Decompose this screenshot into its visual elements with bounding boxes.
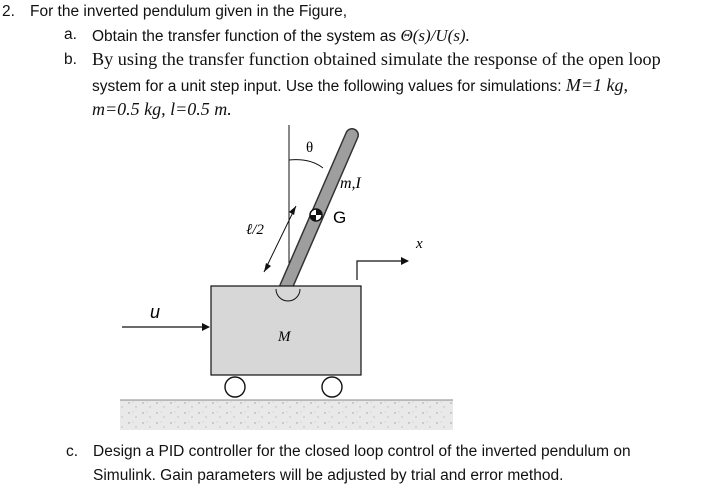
- half-length-arrow-bottom-head: [264, 263, 271, 272]
- item-c-line1: Design a PID controller for the closed loop control of the inverted pendulum on: [93, 443, 631, 460]
- item-c-line2: Simulink. Gain parameters will be adjusted by trial and error method.: [93, 467, 564, 484]
- question-intro: For the inverted pendulum given in the Figure,: [30, 3, 348, 20]
- item-b-line1: By using the transfer function obtained simulate the response of the open loop: [92, 49, 661, 69]
- half-length-arrow-top-head: [289, 206, 296, 215]
- left-wheel: [225, 377, 245, 397]
- item-a-prefix: Obtain the transfer function of the system as: [92, 28, 401, 45]
- mass-inertia-label: m,I: [340, 175, 361, 192]
- item-b-line2-prefix: system for a unit step input. Use the following values for simulations:: [92, 78, 566, 95]
- right-wheel: [322, 377, 342, 397]
- item-b-line2-math: M=1 kg,: [565, 75, 628, 95]
- item-b-line3: m=0.5 kg, l=0.5 m.: [92, 99, 232, 119]
- item-b-marker: b.: [64, 51, 77, 68]
- item-a-math: Θ(s)/U(s).: [400, 26, 470, 45]
- theta-label: θ: [306, 140, 314, 156]
- center-of-gravity-marker: [310, 209, 322, 221]
- ground-surface: [120, 400, 453, 430]
- half-length-label: ℓ/2: [246, 222, 264, 238]
- cart-mass-label: M: [278, 329, 291, 345]
- force-label: u: [150, 302, 161, 322]
- center-label: G: [333, 208, 347, 227]
- position-label: x: [416, 236, 423, 252]
- theta-arc: [289, 160, 323, 168]
- question-number: 2.: [2, 3, 15, 20]
- position-arrow: [357, 261, 408, 280]
- item-c-marker: c.: [66, 443, 79, 460]
- item-a-marker: a.: [64, 26, 77, 43]
